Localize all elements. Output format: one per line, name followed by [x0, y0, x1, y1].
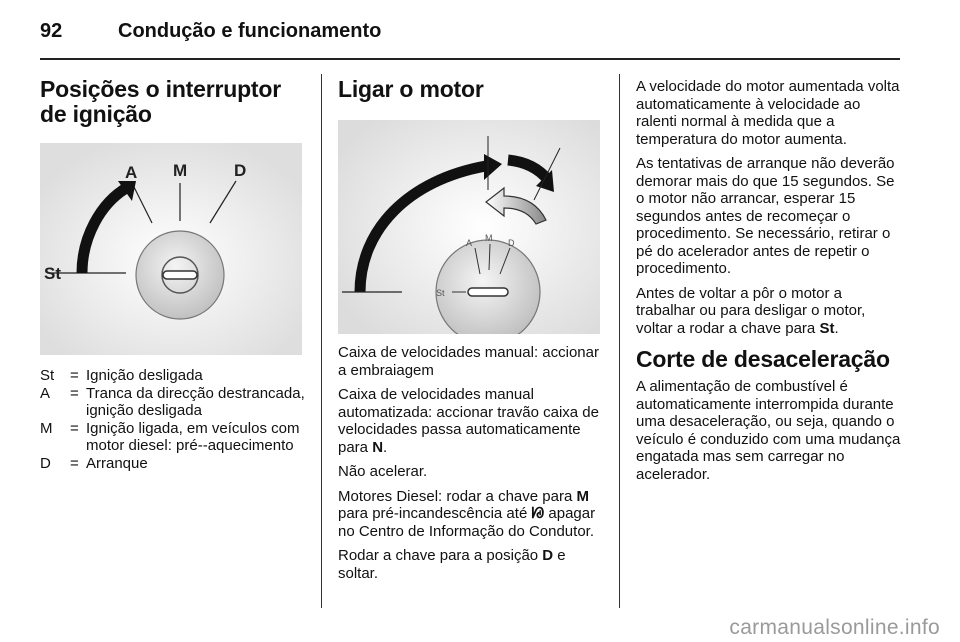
legend-value: Ignição desligada	[86, 367, 203, 384]
paragraph-restart	[636, 285, 904, 338]
text: Motores Diesel: rodar a chave para	[338, 487, 577, 505]
legend-value: Ignição ligada, em veículos com motor diesel: pré--aquecimento	[86, 419, 300, 454]
fuel-cutoff-heading: Corte de desaceleração	[636, 346, 890, 372]
paragraph-fuel-cutoff: A alimentação de combustível é automaticamente interrompida durante uma desaceleração, ou seja, quando o veículo é conduzido com uma mudança engatada mas sem carregar no acelerador.	[636, 378, 901, 483]
ignition-cylinder	[436, 240, 540, 334]
legend-key: A	[40, 384, 51, 402]
text: Rodar a chave para a posição	[338, 547, 543, 564]
label-a: A	[466, 238, 473, 248]
ignition-switch-diagram	[40, 143, 302, 355]
paragraph-no-accelerate: Não acelerar.	[338, 463, 428, 480]
label-a: A	[125, 163, 138, 182]
start-engine-heading: Ligar o motor	[338, 76, 484, 102]
legend-equals: =	[70, 384, 79, 402]
position-d: D	[542, 547, 554, 564]
paragraph-idle-speed: A velocidade do motor aumentada volta automaticamente à velocidade ao ralenti normal à medida que a temperatura do motor aumenta.	[636, 78, 900, 148]
gear-n: N	[372, 438, 384, 456]
label-d: D	[234, 161, 247, 180]
label-m: M	[485, 233, 493, 243]
legend-equals: =	[70, 454, 79, 472]
ignition-legend	[40, 367, 310, 472]
legend-value: Arranque	[86, 454, 148, 472]
text: apagar no Centro de Informação do Condutor.	[338, 505, 596, 540]
text: .	[834, 319, 839, 337]
column-start-engine	[338, 70, 606, 589]
ignition-positions-heading: Posições o interruptor de ignição	[40, 76, 281, 127]
label-st: St	[44, 264, 61, 283]
legend-row	[40, 385, 310, 420]
text: e soltar.	[338, 547, 566, 582]
start-engine-figure	[338, 120, 600, 334]
header-rule	[40, 58, 900, 60]
label-d: D	[508, 238, 515, 248]
page-number: 92	[40, 20, 63, 42]
paragraph-turn-key	[338, 547, 606, 582]
text: Caixa de velocidades manual automatizada: accionar travão caixa de velocidades passa automaticamente para	[338, 386, 599, 456]
legend-equals: =	[70, 419, 79, 437]
paragraph-manual-gearbox: Caixa de velocidades manual: accionar a embraiagem	[338, 344, 599, 379]
column-right	[636, 70, 904, 490]
page-header	[40, 18, 900, 62]
paragraph-start-attempts: As tentativas de arranque não deverão demorar mais do que 15 segundos. Se o motor não arrancar, esperar 15 segundos antes de recomeçar o procedimento. Se necessário, retirar o pé do acelerador antes de repetir o procedimento.	[636, 155, 895, 277]
glow-plug-icon: ᘘ	[531, 505, 545, 522]
start-engine-diagram	[338, 120, 600, 334]
column-divider-1	[321, 74, 322, 608]
legend-key: St	[40, 367, 55, 384]
legend-key: D	[40, 454, 51, 472]
text: para pré-incandescência até	[338, 505, 532, 522]
legend-key: M	[40, 419, 53, 437]
text: .	[383, 438, 388, 456]
legend-row	[40, 455, 310, 473]
text: Antes de voltar a pôr o motor a trabalhar ou para desligar o motor, voltar a rodar a chave para	[636, 284, 866, 337]
legend-row	[40, 367, 310, 385]
key-slot	[163, 271, 197, 279]
label-m: M	[173, 161, 188, 180]
watermark: carmanualsonline.info	[729, 616, 940, 639]
legend-row	[40, 420, 310, 455]
position-m: M	[576, 487, 589, 505]
column-divider-2	[619, 74, 620, 608]
position-st: St	[819, 319, 835, 337]
legend-equals: =	[70, 367, 79, 384]
column-ignition-positions	[40, 70, 310, 472]
paragraph-diesel	[338, 488, 606, 541]
ignition-switch-figure	[40, 143, 302, 355]
label-st: St	[436, 288, 445, 298]
legend-value: Tranca da direcção destrancada, ignição desligada	[86, 384, 305, 419]
key-slot	[468, 288, 508, 296]
section-title: Condução e funcionamento	[118, 20, 382, 42]
paragraph-automated-gearbox	[338, 386, 606, 456]
